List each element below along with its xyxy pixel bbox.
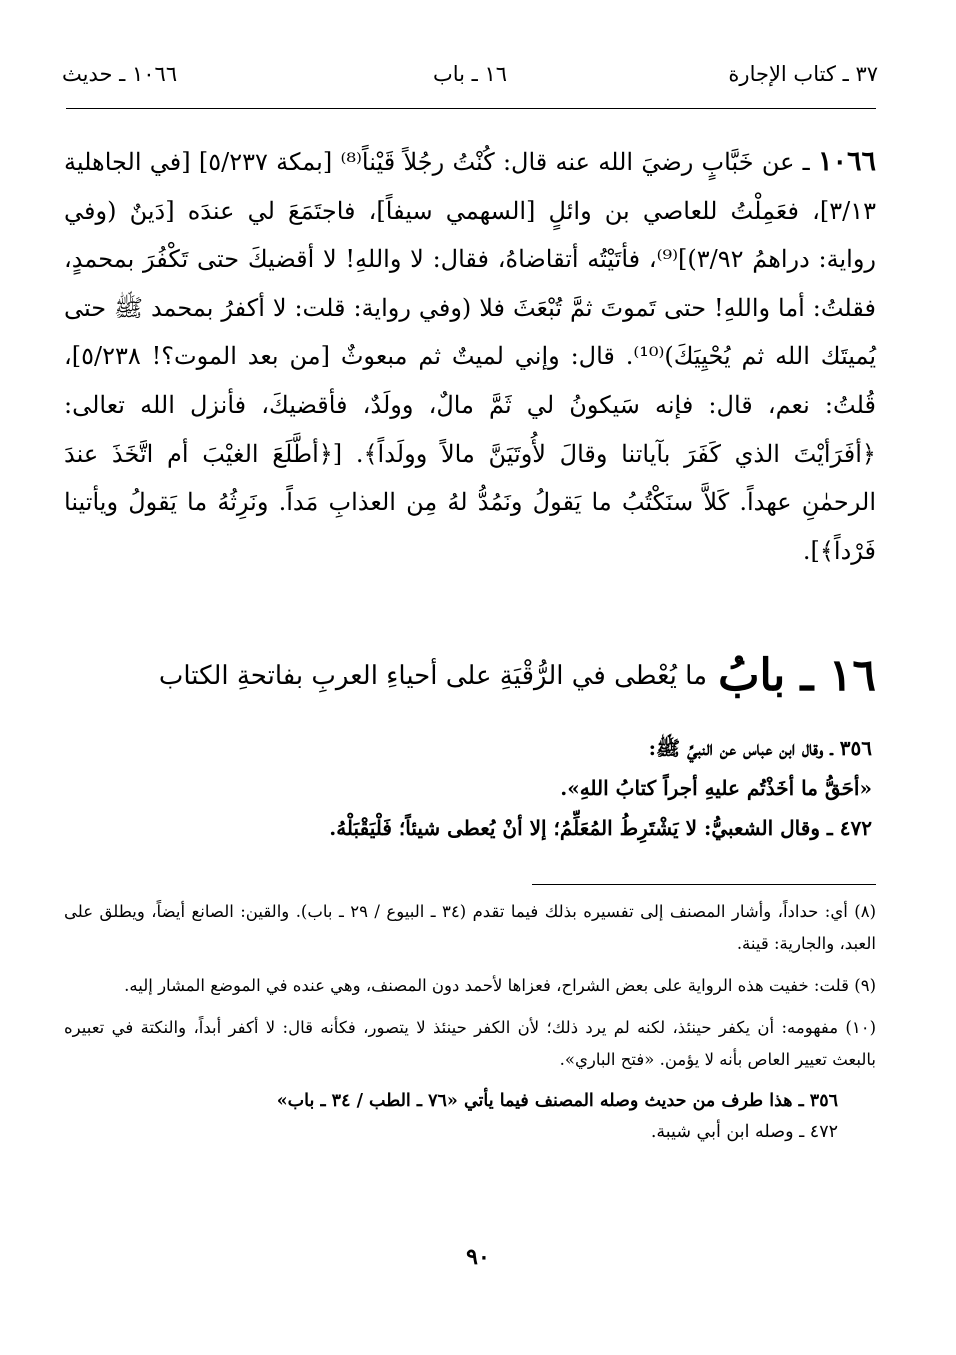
- hadith-1066: [64, 138, 876, 575]
- muallaq-line: ٣٥٦ ـ وقال ابن عباس عن النبيِّ ﷺ:: [648, 736, 872, 760]
- muallaq-section: [72, 728, 872, 848]
- takhrij-472: ٤٧٢ ـ وصله ابن أبي شيبة.: [650, 1122, 838, 1142]
- header-book-title: ٣٧ ـ كتاب الإجارة: [728, 62, 878, 86]
- muallaq-line: ٤٧٢ ـ وقال الشعبيُّ: لا يَشْتَرِطُ المُعَلِّمُ؛ إلا أنْ يُعطى شيئاً؛ فَلْيَقْبَلْهُ.: [329, 816, 872, 840]
- muallaq-line: «أحَقُّ ما أخَذْتُم عليهِ أجراً كتابُ اللهِ».: [560, 776, 872, 800]
- hadith-text: ـ عن خَبَّابٍ رضيَ الله عنه قال: كُنْتُ رجُلاً قَيْناً⁽⁸⁾ [بمكة ٥/٢٣٧] [في الجاهلية ٣/١٣]، فعَمِلْتُ للعاصي بن وائلٍ [السهمي سيفاً]، فاجتَمَعَ لي عندَه [دَينٌ (وفي رواية: دراهمُ ٣/٩٢)]⁽⁹⁾، فأتَيْتُه أتقاضاهُ، فقال: لا واللهِ! لا أقضيكَ حتى تَكْفُرَ بمحمدٍ، فقلتُ: أما واللهِ! حتى تَموتَ ثمَّ تُبْعَثَ فلا (وفي رواية: قلت: لا أكفرُ بمحمد ﷺ حتى يُميتَك الله ثم يُحْيِيَكَ)⁽¹⁰⁾. قال: وإني لميتٌ ثم مبعوثٌ [من بعد الموت؟! ٥/٢٣٨]، قُلتُ: نعم، قال: فإنه سَيكونُ لي ثَمَّ مالٌ، وولَدٌ، فأقضيكَ، فأنزل الله تعالى: ﴿أفَرَأيْتَ الذي كَفَرَ بآياتنا وقالَ لأُوتَيَنَّ مالاً وولَداً﴾. [﴿أطَّلَعَ الغيْبَ أم اتَّخَذَ عندَ الرحمٰنِ عهداً. كَلاَّ سنَكْتُبُ ما يَقولُ ونَمُدُّ لهُ مِن العذابِ مَداً. ونَرِثُهُ ما يَقولُ ويأتينا فَرْداً﴾].: [64, 148, 877, 565]
- footnote-10: (١٠) مفهومه: أن يكفر حينئذ، لكنه لم يرد ذلك؛ لأن الكفر حينئذ لا يتصور، فكأنه قال: لا أكفر أبداً، والنكتة في تعبيره بالبعث تعيير العاص بأنه لا يؤمن. «فتح الباري».: [64, 1018, 876, 1069]
- footnote-9: (٩) قلت: خفيت هذه الرواية على بعض الشراح، فعزاها لأحمد دون المصنف، وهي عنده في الموضع المشار إليه.: [124, 976, 876, 995]
- footnote-rule: [532, 884, 876, 885]
- chapter-number: ١٦ ـ بابُ: [718, 650, 876, 701]
- takhrij-356: ٣٥٦ ـ هذا طرف من حديث وصله المصنف فيما يأتي «٧٦ ـ الطب / ٣٤ ـ باب»: [276, 1091, 838, 1111]
- hadith-number: ١٠٦٦: [817, 146, 876, 177]
- header-hadith-number: ١٠٦٦ ـ حديث: [62, 62, 178, 86]
- header-rule: [66, 108, 876, 109]
- running-head: [62, 58, 878, 98]
- footnote-8: (٨) أي: حداداً، وأشار المصنف إلى تفسيره بذلك فيما تقدم (٣٤ ـ البيوع / ٢٩ ـ باب). والقين: الصانع أيضاً، ويطلق على العبد، والجارية: قينة.: [64, 902, 877, 953]
- chapter-title: ما يُعْطى في الرُّقْيَةِ على أحياءِ العربِ بفاتحةِ الكتاب: [158, 660, 708, 691]
- page-number: ٩٠: [466, 1244, 490, 1270]
- header-chapter: ١٦ ـ باب: [432, 62, 508, 86]
- chapter-heading: [64, 650, 876, 714]
- footnotes: [64, 896, 876, 1148]
